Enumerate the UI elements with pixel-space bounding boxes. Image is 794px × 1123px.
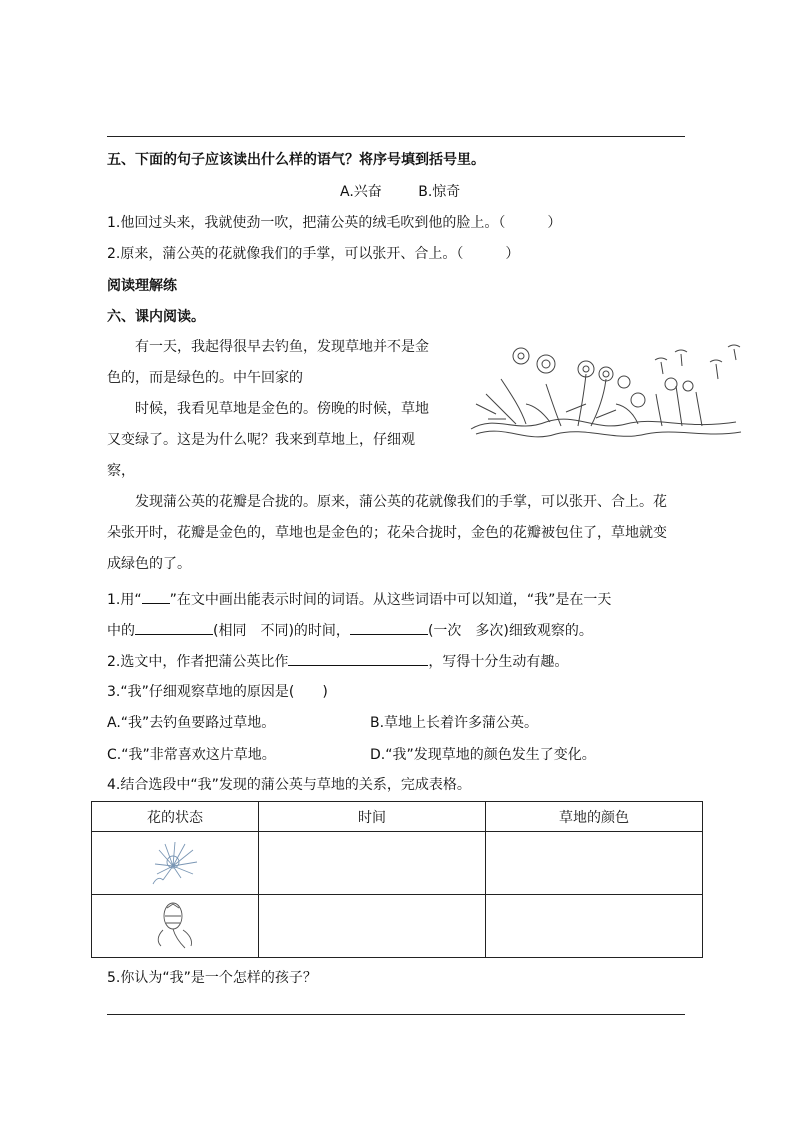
header-grass-color: 草地的颜色 bbox=[486, 802, 703, 832]
question-3-option-d: D.“我”发现草地的颜色发生了变化。 bbox=[370, 747, 596, 763]
bottom-rule bbox=[107, 1014, 685, 1015]
reading-paragraph-2 bbox=[107, 394, 457, 487]
open-flower-cell bbox=[92, 832, 259, 895]
section6-heading: 六、课内阅读。 bbox=[107, 309, 205, 325]
reading-category: 阅读理解练 bbox=[107, 278, 177, 294]
question-3: 3.“我”仔细观察草地的原因是( ) bbox=[107, 684, 328, 700]
para3-line3: 成绿色的了。 bbox=[107, 556, 191, 572]
question-3-option-b: B.草地上长着许多蒲公英。 bbox=[370, 715, 539, 731]
closed-color-cell[interactable] bbox=[486, 895, 703, 958]
answer-table bbox=[91, 801, 703, 958]
reading-paragraph-3 bbox=[107, 487, 727, 580]
open-dandelion-flower-icon bbox=[143, 836, 207, 886]
question-3-option-a: A.“我”去钓鱼要路过草地。 bbox=[107, 715, 276, 731]
section5-options bbox=[340, 182, 460, 202]
reading-paragraph-1 bbox=[107, 332, 457, 394]
dandelion-illustration bbox=[466, 334, 748, 454]
section5-heading: 五、下面的句子应该读出什么样的语气？将序号填到括号里。 bbox=[107, 152, 485, 168]
closed-flower-cell bbox=[92, 895, 259, 958]
section5-question-2: 2.原来，蒲公英的花就像我们的手掌，可以张开、合上。（ ） bbox=[107, 246, 520, 262]
question-5: 5.你认为“我”是一个怎样的孩子？ bbox=[107, 970, 317, 986]
open-time-cell[interactable] bbox=[259, 832, 486, 895]
option-b: B.惊奇 bbox=[418, 184, 461, 200]
para3-line2: 朵张开时，花瓣是金色的，草地也是金色的；花朵合拢时，金色的花瓣被包住了，草地就变 bbox=[107, 525, 667, 541]
question-4: 4.结合选段中“我”发现的蒲公英与草地的关系，完成表格。 bbox=[107, 777, 471, 793]
open-color-cell[interactable] bbox=[486, 832, 703, 895]
para2-line2: 又变绿了。这是为什么呢？我来到草地上，仔细观 bbox=[107, 432, 415, 448]
question-1-line-1: 1.用“ ”在文中画出能表示时间的词语。从这些词语中可以知道，“我”是在一天 bbox=[107, 589, 611, 610]
question-1-line-2: 中的 (相同 不同)的时间， (一次 多次)细致观察的。 bbox=[107, 620, 593, 641]
question-3-option-c: C.“我”非常喜欢这片草地。 bbox=[107, 747, 276, 763]
option-a: A.兴奋 bbox=[340, 184, 382, 200]
underline-sample-blank[interactable] bbox=[142, 589, 170, 604]
para1-line1: 有一天，我起得很早去钓鱼，发现草地并不是金 bbox=[135, 339, 429, 355]
answer-blank-times[interactable] bbox=[350, 620, 428, 635]
para3-line1: 发现蒲公英的花瓣是合拢的。原来，蒲公英的花就像我们的手掌，可以张开、合上。花 bbox=[135, 494, 667, 510]
closed-dandelion-flower-icon bbox=[143, 896, 207, 952]
header-time: 时间 bbox=[259, 802, 486, 832]
question-2: 2.选文中，作者把蒲公英比作 ，写得十分生动有趣。 bbox=[107, 651, 568, 672]
closed-time-cell[interactable] bbox=[259, 895, 486, 958]
para1-line2: 色的，而是绿色的。中午回家的 bbox=[107, 370, 303, 386]
para2-line1: 时候，我看见草地是金色的。傍晚的时候，草地 bbox=[135, 401, 429, 417]
answer-blank-metaphor[interactable] bbox=[288, 651, 428, 666]
top-rule bbox=[107, 136, 685, 137]
para2-line3: 察， bbox=[107, 463, 135, 479]
answer-blank-same-different[interactable] bbox=[135, 620, 213, 635]
section5-question-1: 1.他回过头来，我就使劲一吹，把蒲公英的绒毛吹到他的脸上。（ ） bbox=[107, 215, 562, 231]
header-flower-state: 花的状态 bbox=[92, 802, 259, 832]
